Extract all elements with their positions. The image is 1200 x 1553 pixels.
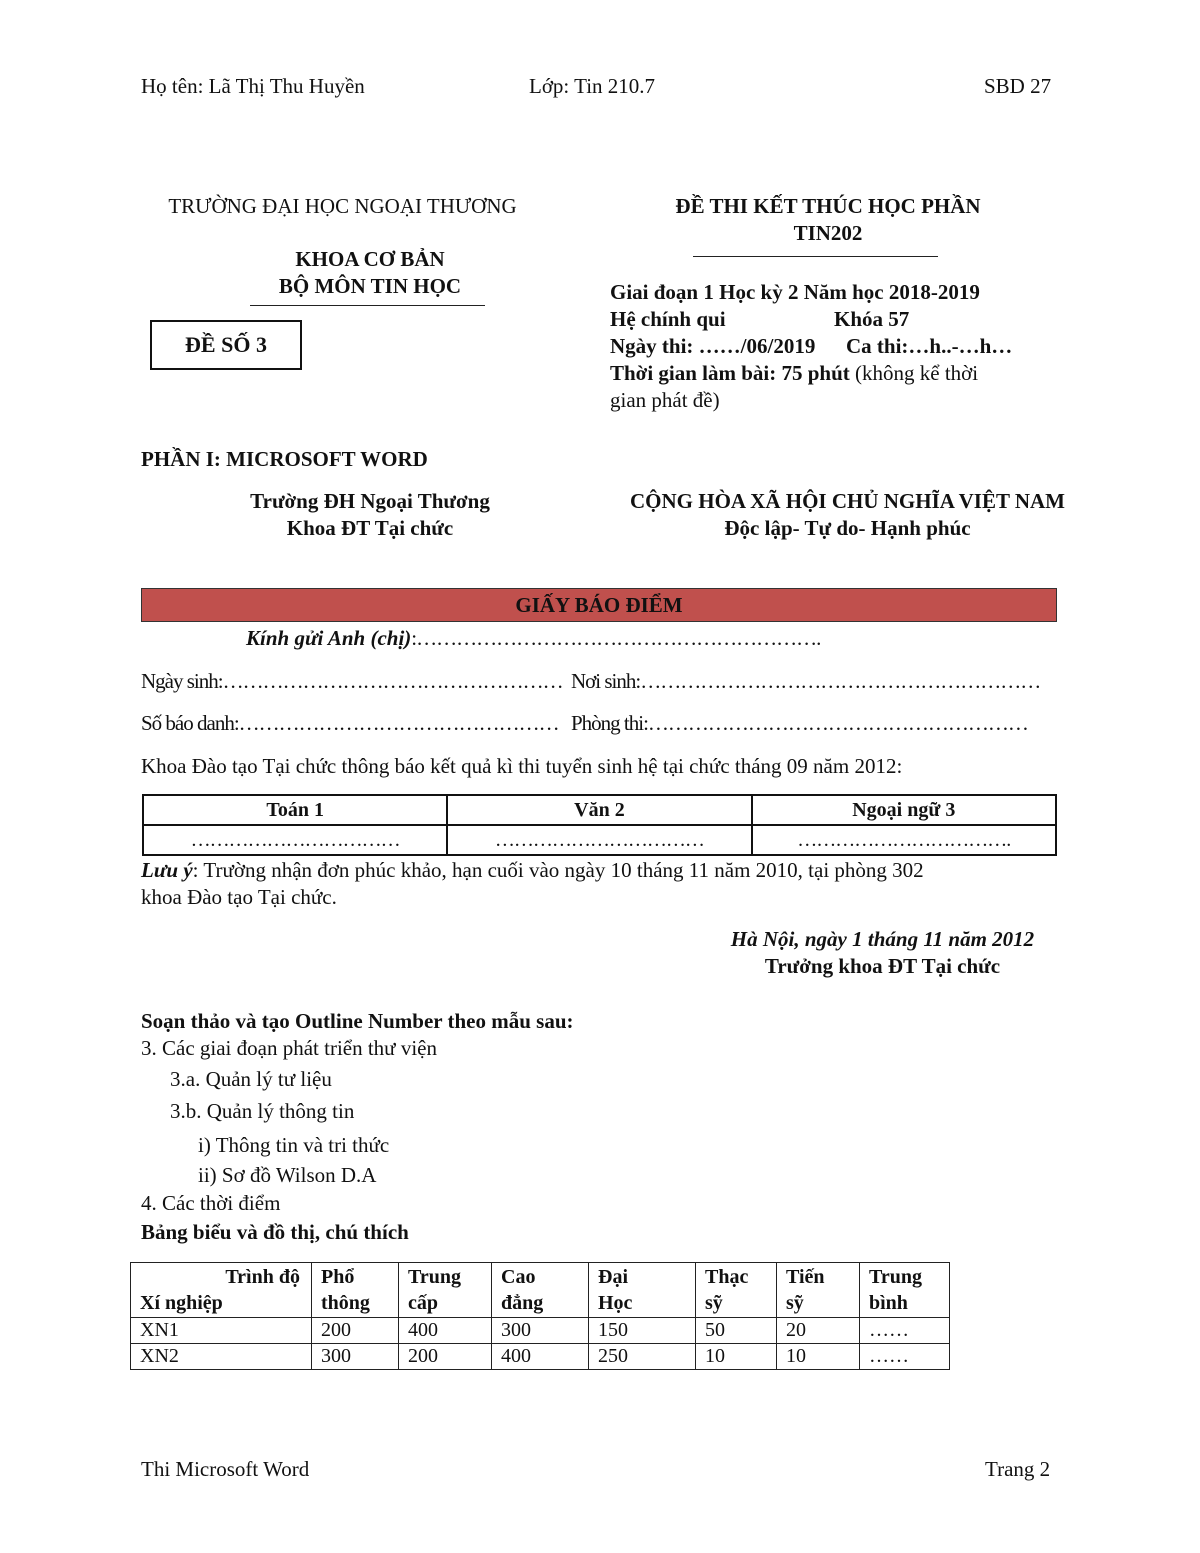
exam-course: TIN202	[793, 221, 863, 245]
subject-header: Toán 1	[143, 795, 447, 825]
exam-cohort: Khóa 57	[834, 307, 910, 331]
footer-page-number: Trang 2	[985, 1457, 1051, 1481]
header-line: bình	[869, 1292, 908, 1314]
header-line: Thạc	[705, 1266, 749, 1288]
duration-note: (không kể thời	[855, 361, 979, 385]
corner-top: Trình độ	[225, 1266, 300, 1288]
letter-left-line2: Khoa ĐT Tại chức	[286, 516, 454, 540]
letter-right-line2: Độc lập- Tự do- Hạnh phúc	[724, 516, 971, 540]
row-value: 20	[777, 1318, 860, 1344]
stats-header-row	[131, 1263, 950, 1318]
addressee-dots: :…………………………………………………….	[411, 626, 821, 650]
row-name: XN2	[131, 1344, 312, 1370]
exam-shift: Ca thi:…h..-…h…	[846, 334, 1013, 358]
outline-item-level1: 4. Các thời điểm	[141, 1191, 281, 1215]
row-value: 150	[589, 1318, 696, 1344]
header-cell	[589, 1263, 696, 1318]
header-cell	[399, 1263, 492, 1318]
score-cell: ……………………………	[143, 825, 447, 855]
score-table	[142, 794, 1057, 856]
row-value: 300	[312, 1344, 399, 1370]
room-field: Phòng thi:…………………………………………………	[571, 711, 1028, 735]
table-row	[131, 1318, 950, 1344]
row-name: XN1	[131, 1318, 312, 1344]
row-value: 300	[492, 1318, 589, 1344]
row-value: 250	[589, 1344, 696, 1370]
announcement: Khoa Đào tạo Tại chức thông báo kết quả kì thi tuyển sinh hệ tại chức tháng 09 năm 2012:	[141, 754, 903, 778]
exam-code-box	[150, 320, 302, 370]
stats-title: Bảng biểu và đồ thị, chú thích	[141, 1220, 409, 1244]
exam-date: Ngày thi: ……/06/2019	[610, 334, 816, 358]
header-line: Học	[598, 1292, 633, 1314]
outline-item-level2: 3.b. Quản lý thông tin	[170, 1099, 355, 1123]
header-cell	[492, 1263, 589, 1318]
row-value: 400	[492, 1344, 589, 1370]
exam-duration	[610, 361, 978, 386]
duration-note-cont: gian phát đề)	[610, 388, 720, 412]
signer-title: Trưởng khoa ĐT Tại chức	[764, 954, 1001, 978]
exam-term: Giai đoạn 1 Học kỳ 2 Năm học 2018-2019	[610, 280, 980, 304]
university-name: TRƯỜNG ĐẠI HỌC NGOẠI THƯƠNG	[168, 194, 517, 218]
addressee-label: Kính gửi Anh (chị)	[246, 626, 412, 650]
row-value: ……	[860, 1344, 950, 1370]
row-value: 200	[399, 1344, 492, 1370]
note-line2: khoa Đào tạo Tại chức.	[141, 885, 337, 909]
outline-item-level2: 3.a. Quản lý tư liệu	[170, 1067, 332, 1091]
note-label: Lưu ý	[141, 858, 193, 882]
letter-right-line1: CỘNG HÒA XÃ HỘI CHỦ NGHĨA VIỆT NAM	[629, 489, 1066, 513]
subject-header: Văn 2	[447, 795, 751, 825]
header-line: sỹ	[786, 1292, 804, 1314]
place-date: Hà Nội, ngày 1 tháng 11 năm 2012	[730, 927, 1035, 951]
outline-item-level1: 3. Các giai đoạn phát triển thư viện	[141, 1036, 437, 1060]
header-line: Trung	[869, 1266, 922, 1288]
banner-title: GIẤY BÁO ĐIỂM	[515, 593, 683, 617]
score-header-row	[143, 795, 1056, 825]
header-line: thông	[321, 1292, 370, 1314]
exam-title: ĐỀ THI KẾT THÚC HỌC PHẦN	[675, 194, 981, 218]
header-line: Trung	[408, 1266, 461, 1288]
row-value: 50	[696, 1318, 777, 1344]
outline-item-level3: i) Thông tin và tri thức	[198, 1133, 390, 1157]
header-line: sỹ	[705, 1292, 723, 1314]
row-value: 400	[399, 1318, 492, 1344]
corner-cell	[131, 1263, 312, 1318]
stats-table	[130, 1262, 950, 1370]
header-cell	[312, 1263, 399, 1318]
score-notice-banner	[141, 588, 1057, 622]
outline-title: Soạn thảo và tạo Outline Number theo mẫu sau:	[141, 1009, 574, 1033]
exam-system: Hệ chính qui	[610, 307, 726, 331]
header-line: Tiến	[786, 1266, 825, 1288]
department-underline	[250, 305, 485, 306]
subject-header: Ngoại ngữ 3	[752, 795, 1056, 825]
header-line: cấp	[408, 1292, 438, 1314]
faculty-name: KHOA CƠ BẢN	[295, 247, 445, 271]
corner-bottom: Xí nghiệp	[140, 1292, 223, 1314]
letter-left-line1: Trường ĐH Ngoại Thương	[250, 489, 490, 513]
row-value: ……	[860, 1318, 950, 1344]
exam-code: ĐỀ SỐ 3	[185, 332, 267, 357]
header-cell	[777, 1263, 860, 1318]
row-value: 10	[696, 1344, 777, 1370]
header-cell	[696, 1263, 777, 1318]
student-sbd: SBD 27	[984, 74, 1052, 98]
header-line: Phổ	[321, 1266, 355, 1288]
outline-item-level3: ii) Sơ đồ Wilson D.A	[198, 1163, 377, 1187]
header-line: đẳng	[501, 1292, 544, 1314]
sbd-field: Số báo danh:…………………………………………	[141, 711, 559, 735]
part1-title: PHẦN I: MICROSOFT WORD	[141, 447, 428, 471]
row-value: 10	[777, 1344, 860, 1370]
score-value-row	[143, 825, 1056, 855]
student-class: Lớp: Tin 210.7	[529, 74, 656, 98]
header-line: Đại	[598, 1266, 628, 1288]
score-cell: ……………………………	[447, 825, 751, 855]
header-cell	[860, 1263, 950, 1318]
score-cell: …………………………….	[752, 825, 1056, 855]
row-value: 200	[312, 1318, 399, 1344]
department-name: BỘ MÔN TIN HỌC	[278, 274, 462, 298]
duration-label: Thời gian làm bài:	[610, 361, 777, 385]
student-name: Họ tên: Lã Thị Thu Huyền	[141, 74, 365, 98]
header-line: Cao	[501, 1266, 536, 1288]
footer-left: Thi Microsoft Word	[141, 1457, 310, 1481]
note-line1	[141, 858, 924, 883]
note-text: : Trường nhận đơn phúc khảo, hạn cuối vào ngày 10 tháng 11 năm 2010, tại phòng 302	[192, 858, 924, 882]
exam-title-underline	[693, 256, 938, 257]
addressee-line	[246, 626, 820, 651]
table-row	[131, 1344, 950, 1370]
duration-value: 75 phút	[781, 361, 850, 385]
pob-field: Nơi sinh:……………………………………………………	[571, 669, 1041, 693]
dob-field: Ngày sinh:……………………………………………	[141, 669, 563, 693]
